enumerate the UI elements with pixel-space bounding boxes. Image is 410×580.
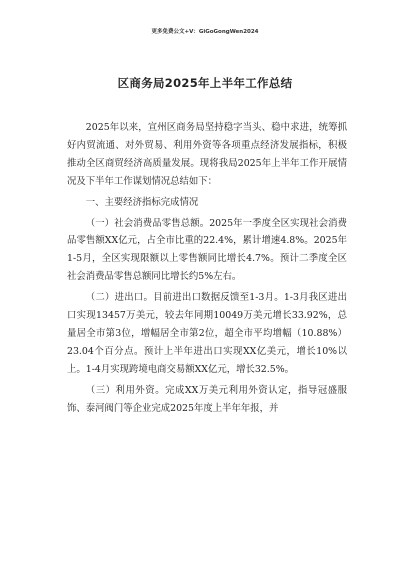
header-note: 更多免费公文+V：GiGoGongWen2024 bbox=[151, 29, 259, 35]
document-title: 区商务局2025年上半年工作总结 bbox=[117, 76, 293, 90]
section-heading: 一、主要经济指标完成情况 bbox=[85, 196, 199, 208]
import-export-paragraph: （二）进出口。目前进出口数据反馈至1-3月。1-3月我区进出口实现13457万美元，较去年同期10049万美元增长33.92%，总量居全市第3位，增幅居全市第2位，超全市平均增幅（10.88%）23.04个百分点。预计上半年进出口实现XX亿美元，增长10%以上。1-4月实现跨境电商交易额XX亿元，增长32.5%。 bbox=[67, 292, 347, 375]
document-body bbox=[67, 119, 347, 421]
retail-sales-paragraph: （一）社会消费品零售总额。2025年一季度全区实现社会消费品零售额XX亿元，占全市比重的22.4%，累计增速4.8%。2025年1-5月，全区实现限额以上零售额同比增长4.7%。预计二季度全区社会消费品零售总额同比增长约5%左右。 bbox=[67, 217, 347, 283]
foreign-investment-paragraph: （三）利用外资。完成XX万美元利用外资认定，指导冠盛服饰、泰河阀门等企业完成2025年度上半年年报，并 bbox=[67, 384, 347, 414]
intro-paragraph: 2025年以来，宣州区商务局坚持稳字当头、稳中求进，统筹抓好内贸流通、对外贸易、利用外资等各项重点经济发展指标，积极推动全区商贸经济高质量发展。现将我局2025年上半年工作开展情况及下半年工作谋划情况总结如下： bbox=[67, 122, 347, 187]
